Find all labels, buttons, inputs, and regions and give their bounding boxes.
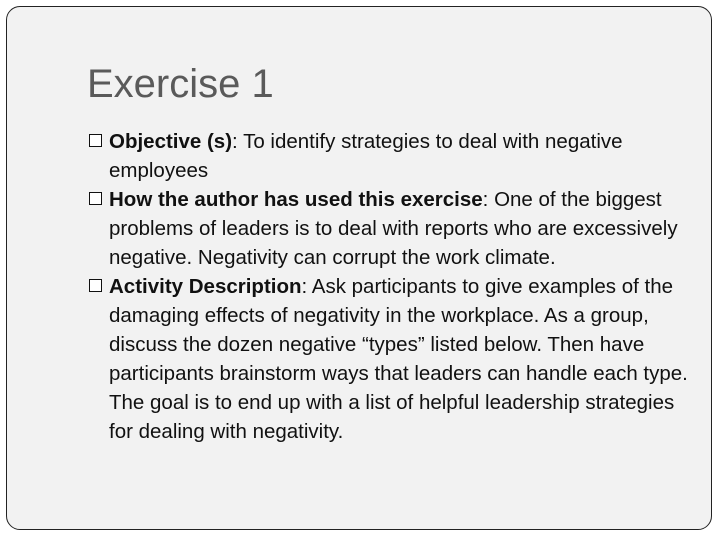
bullet-objective <box>89 127 689 185</box>
bullet-activity-description <box>89 272 689 446</box>
bullet-activity-description-heading: Activity Description <box>109 275 302 298</box>
bullet-objective-text: : To identify strategies to deal with negative employees <box>109 130 623 182</box>
hollow-square-bullet-icon <box>89 134 102 147</box>
bullet-list <box>89 127 689 446</box>
hollow-square-bullet-icon <box>89 279 102 292</box>
bullet-activity-description-text: : Ask participants to give examples of the damaging effects of negativity in the workplace. As a group, discuss the dozen negative “types” listed below. Then have participants brainstorm ways that leaders can handle each type. The goal is to end up with a list of helpful leadership strategies for dealing with negativity. <box>109 275 688 443</box>
slide-frame <box>6 6 712 530</box>
bullet-how-used-heading: How the author has used this exercise <box>109 188 483 211</box>
bullet-objective-heading: Objective (s) <box>109 130 233 153</box>
slide-title: Exercise 1 <box>87 62 274 106</box>
bullet-how-used-text: : One of the biggest problems of leaders is to deal with reports who are excessively negative. Negativity can corrupt the work climate. <box>109 188 678 269</box>
bullet-how-used <box>89 185 689 272</box>
hollow-square-bullet-icon <box>89 192 102 205</box>
